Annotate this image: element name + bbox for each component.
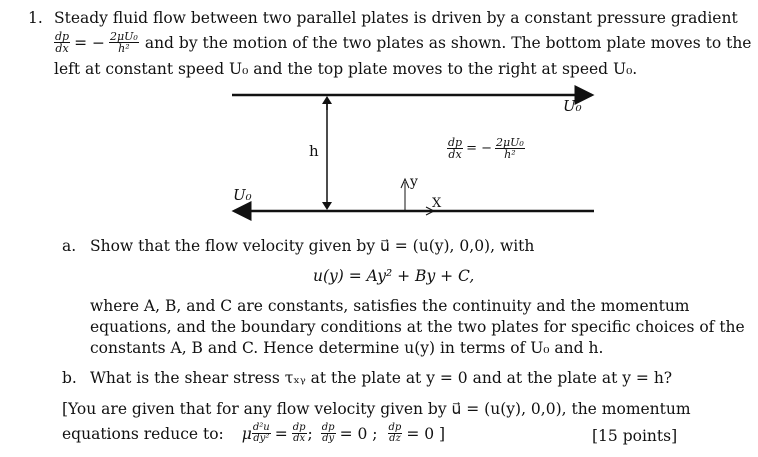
height-label: h xyxy=(309,142,319,160)
part-a-equation: u(y) = Ay² + By + C, xyxy=(313,267,475,285)
problem-number: 1. xyxy=(28,9,43,27)
problem-intro-line1: Steady fluid flow between two parallel plates is driven by a constant pressure gradient xyxy=(54,9,738,27)
height-arrow-bottom-head xyxy=(322,202,332,210)
gradient-fraction-lhs: $\frac{dp}{dx}$ xyxy=(55,30,70,55)
height-arrow-top-head xyxy=(322,96,332,104)
part-a-line3: equations, and the boundary conditions at the two plates for specific choices of the xyxy=(90,318,745,336)
bottom-speed-label: U₀ xyxy=(233,186,252,204)
part-a-label: a. xyxy=(62,237,77,255)
figure-pressure-gradient: $\frac{dp}{dx}$ = − $\frac{\text{2μU₀}}{\text{h²}}$ xyxy=(448,136,524,161)
part-a-line1: Show that the flow velocity given by u⃗ = (u(y), 0,0), with xyxy=(90,237,535,255)
x-axis-label: X xyxy=(432,196,442,211)
given-line2: equations reduce to: μ $\frac{\text{d²u}}{\text{dy²}}$ = $\frac{dp}{dx}$ ; $\frac{dp}{dy}$ = 0 ; $\frac{dp}{dz}$ = 0 ] xyxy=(62,422,446,444)
part-b-label: b. xyxy=(62,369,77,387)
given-line1: [You are given that for any flow velocity given by u⃗ = (u(y), 0,0), the momentum xyxy=(62,400,691,418)
y-axis-label: y xyxy=(410,174,418,190)
problem-intro-line3: left at constant speed U₀ and the top plate moves to the right at speed U₀. xyxy=(54,60,638,78)
gradient-fraction-rhs: $\frac{\text{2μU₀}}{\text{h²}}$ xyxy=(110,30,138,55)
part-b-text: What is the shear stress τₓᵧ at the plate at y = 0 and at the plate at y = h? xyxy=(90,369,673,387)
problem-intro-line2: $\frac{dp}{dx}$ = − $\frac{\text{2μU₀}}{\text{h²}}$ and by the motion of the two plates as shown. The bottom plate moves to the xyxy=(55,30,752,55)
part-a-line4: constants A, B and C. Hence determine u(y) in terms of U₀ and h. xyxy=(90,339,604,357)
top-speed-label: U₀ xyxy=(563,97,582,115)
points-label: [15 points] xyxy=(592,427,678,445)
part-a-line2: where A, B, and C are constants, satisfies the continuity and the momentum xyxy=(90,297,690,315)
